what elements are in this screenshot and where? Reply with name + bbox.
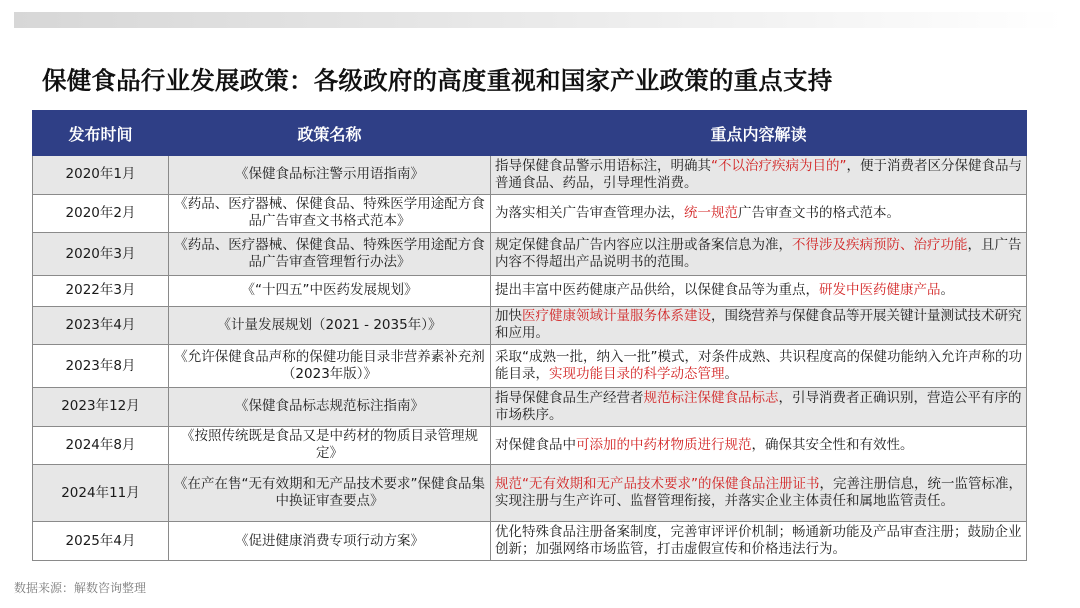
cell-date: 2025年4月 — [33, 522, 169, 561]
highlighted-text: 规范标注保健食品标志 — [643, 389, 779, 406]
table-header-row — [33, 111, 1027, 156]
content-text: 为落实相关广告审查管理办法， — [495, 204, 684, 221]
cell-policy-name: 《按照传统既是食品又是中药材的物质目录管理规定》 — [169, 426, 491, 465]
content-text: 加快 — [495, 308, 522, 325]
cell-key-content — [491, 345, 1027, 388]
header-policy-name: 政策名称 — [169, 111, 491, 156]
highlighted-text: 统一规范 — [684, 204, 738, 221]
table-row — [33, 276, 1027, 307]
table-row — [33, 426, 1027, 465]
highlighted-text: 实现功能目录的科学动态管理 — [549, 366, 725, 383]
cell-policy-name: 《“十四五”中医药发展规划》 — [169, 276, 491, 307]
content-text: ，便于消费者区分保健食品与普通食品、药品，引导理性消费。 — [495, 157, 1022, 191]
cell-date: 2024年11月 — [33, 465, 169, 522]
cell-policy-name: 《药品、医疗器械、保健食品、特殊医学用途配方食品广告审查管理暂行办法》 — [169, 233, 491, 276]
header-key-content: 重点内容解读 — [491, 111, 1027, 156]
cell-key-content — [491, 233, 1027, 276]
table-body — [33, 156, 1027, 561]
content-text: ，确保其安全性和有效性。 — [751, 436, 914, 453]
table-row — [33, 233, 1027, 276]
page-title: 保健食品行业发展政策：各级政府的高度重视和国家产业政策的重点支持 — [42, 66, 833, 95]
content-text: 采取“成熟一批，纳入一批”模式，对条件成熟、共识程度高的保健功能纳入允许声称的功能目录， — [495, 349, 1022, 383]
highlighted-text: 医疗健康领域计量服务体系建设 — [522, 308, 711, 325]
cell-policy-name: 《在产在售“无有效期和无产品技术要求”保健食品集中换证审查要点》 — [169, 465, 491, 522]
content-text: 规定保健食品广告内容应以注册或备案信息为准， — [495, 237, 792, 254]
cell-date: 2020年1月 — [33, 156, 169, 195]
cell-date: 2023年4月 — [33, 306, 169, 345]
cell-key-content — [491, 306, 1027, 345]
cell-key-content — [491, 194, 1027, 233]
cell-date: 2020年3月 — [33, 233, 169, 276]
content-text: ，且广告内容不得超出产品说明书的范围。 — [495, 237, 1022, 271]
cell-policy-name: 《保健食品标注警示用语指南》 — [169, 156, 491, 195]
cell-key-content — [491, 387, 1027, 426]
highlighted-text: “不以治疗疾病为目的” — [711, 157, 847, 174]
cell-date: 2023年12月 — [33, 387, 169, 426]
cell-date: 2024年8月 — [33, 426, 169, 465]
content-text: 指导保健食品生产经营者 — [495, 389, 644, 406]
table-row — [33, 156, 1027, 195]
cell-key-content — [491, 522, 1027, 561]
table-row — [33, 306, 1027, 345]
table-row — [33, 522, 1027, 561]
content-text: ，围绕营养与保健食品等开展关键计量测试技术研究和应用。 — [495, 308, 1022, 342]
table-row — [33, 345, 1027, 388]
highlighted-text: 可添加的中药材物质进行规范 — [576, 436, 752, 453]
content-text: ，完善注册信息，统一监管标准，实现注册与生产许可、监督管理衔接，并落实企业主体责任和属地监管责任。 — [495, 476, 1022, 510]
table-row — [33, 465, 1027, 522]
content-text: 广告审查文书的格式范本。 — [738, 204, 900, 221]
content-text: 指导保健食品警示用语标注，明确其 — [495, 157, 711, 174]
content-text: ，引导消费者正确识别，营造公平有序的市场秩序。 — [495, 389, 1022, 423]
content-text: 对保健食品中 — [495, 436, 576, 453]
content-text: 优化特殊食品注册备案制度，完善审评评价机制；畅通新功能及产品审查注册；鼓励企业创新；加强网络市场监管，打击虚假宣传和价格违法行为。 — [495, 524, 1022, 558]
cell-key-content — [491, 276, 1027, 307]
top-decorative-bar — [14, 12, 1064, 28]
policy-table — [32, 110, 1027, 561]
cell-policy-name: 《允许保健食品声称的保健功能目录非营养素补充剂（2023年版）》 — [169, 345, 491, 388]
cell-key-content — [491, 156, 1027, 195]
cell-policy-name: 《药品、医疗器械、保健食品、特殊医学用途配方食品广告审查文书格式范本》 — [169, 194, 491, 233]
content-text: 。 — [940, 282, 954, 299]
cell-date: 2022年3月 — [33, 276, 169, 307]
cell-key-content — [491, 426, 1027, 465]
cell-date: 2023年8月 — [33, 345, 169, 388]
cell-policy-name: 《计量发展规划（2021 - 2035年）》 — [169, 306, 491, 345]
highlighted-text: 研发中医药健康产品 — [819, 282, 941, 299]
highlighted-text: 不得涉及疾病预防、治疗功能 — [792, 237, 968, 254]
content-text: 提出丰富中医药健康产品供给，以保健食品等为重点， — [495, 282, 819, 299]
cell-policy-name: 《保健食品标志规范标注指南》 — [169, 387, 491, 426]
cell-policy-name: 《促进健康消费专项行动方案》 — [169, 522, 491, 561]
table-row — [33, 387, 1027, 426]
content-text: 。 — [724, 366, 738, 383]
table-row — [33, 194, 1027, 233]
highlighted-text: 规范“无有效期和无产品技术要求”的保健食品注册证书 — [495, 476, 820, 493]
cell-key-content — [491, 465, 1027, 522]
cell-date: 2020年2月 — [33, 194, 169, 233]
header-date: 发布时间 — [33, 111, 169, 156]
data-source-note: 数据来源：解数咨询整理 — [14, 581, 147, 595]
